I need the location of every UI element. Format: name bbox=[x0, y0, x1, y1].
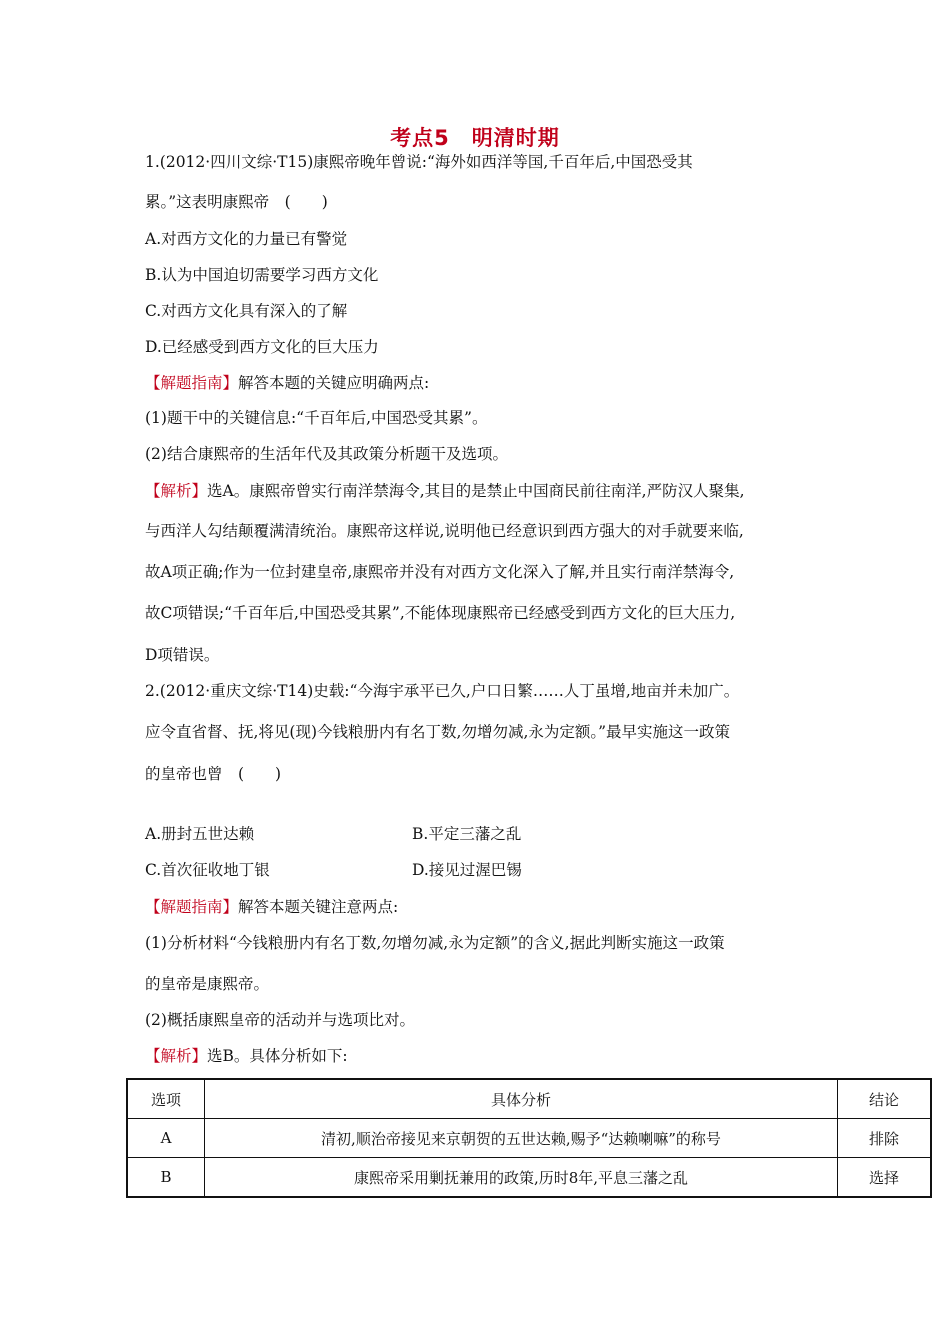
q2-guide-text: 解答本题关键注意两点: bbox=[238, 898, 399, 916]
q1-guide bbox=[145, 373, 429, 393]
table-cell-conclusion: 选择 bbox=[838, 1158, 932, 1198]
table-row bbox=[127, 1158, 931, 1198]
q2-stem-line-3: 的皇帝也曾 ( ) bbox=[145, 765, 282, 783]
q2-stem-line-1: 2.(2012·重庆文综·T14)史载:“今海宇承平已久,户口日繁……人丁虽增,地亩并未加广。 bbox=[145, 682, 740, 700]
q1-analysis bbox=[145, 481, 745, 501]
table-cell-analysis: 清初,顺治帝接见来京朝贺的五世达赖,赐予“达赖喇嘛”的称号 bbox=[205, 1119, 838, 1158]
q1-option-c: C.对西方文化具有深入的了解 bbox=[145, 302, 348, 320]
table-header-row bbox=[127, 1079, 931, 1119]
q2-option-d: D.接见过渥巴锡 bbox=[412, 861, 522, 879]
table-header-option: 选项 bbox=[127, 1079, 205, 1119]
q1-stem-line-2: 累。”这表明康熙帝 ( ) bbox=[145, 193, 328, 211]
table-cell-option: B bbox=[127, 1158, 205, 1198]
q2-option-b: B.平定三藩之乱 bbox=[412, 825, 522, 843]
q1-option-b: B.认为中国迫切需要学习西方文化 bbox=[145, 266, 379, 284]
table-cell-conclusion: 排除 bbox=[838, 1119, 932, 1158]
q2-analysis-tag: 【解析】 bbox=[145, 1047, 208, 1065]
q1-analysis-line-3: 故A项正确;作为一位封建皇帝,康熙帝并没有对西方文化深入了解,并且实行南洋禁海令, bbox=[145, 563, 735, 581]
table-header-conclusion: 结论 bbox=[838, 1079, 932, 1119]
q1-analysis-line-5: D项错误。 bbox=[145, 646, 220, 664]
q1-guide-point-1: (1)题干中的关键信息:“千百年后,中国恐受其累”。 bbox=[145, 409, 488, 427]
q2-guide-point-2: (2)概括康熙皇帝的活动并与选项比对。 bbox=[145, 1011, 415, 1029]
q1-option-d: D.已经感受到西方文化的巨大压力 bbox=[145, 338, 379, 356]
analysis-table bbox=[126, 1078, 932, 1198]
table-cell-option: A bbox=[127, 1119, 205, 1158]
q2-option-c: C.首次征收地丁银 bbox=[145, 861, 270, 879]
q2-stem-line-2: 应令直省督、抚,将见(现)今钱粮册内有名丁数,勿增勿减,永为定额。”最早实施这一政策 bbox=[145, 723, 731, 741]
q1-analysis-line-2: 与西洋人勾结颠覆满清统治。康熙帝这样说,说明他已经意识到西方强大的对手就要来临, bbox=[145, 522, 744, 540]
q1-option-a: A.对西方文化的力量已有警觉 bbox=[145, 230, 348, 248]
page-title: 考点5 明清时期 bbox=[390, 126, 560, 150]
q1-guide-point-2: (2)结合康熙帝的生活年代及其政策分析题干及选项。 bbox=[145, 445, 508, 463]
q1-guide-tag: 【解题指南】 bbox=[145, 374, 239, 392]
q1-stem-line-1: 1.(2012·四川文综·T15)康熙帝晚年曾说:“海外如西洋等国,千百年后,中国恐受其 bbox=[145, 153, 693, 171]
q2-analysis bbox=[145, 1046, 348, 1066]
q2-option-a: A.册封五世达赖 bbox=[145, 825, 255, 843]
table-cell-analysis: 康熙帝采用剿抚兼用的政策,历时8年,平息三藩之乱 bbox=[205, 1158, 838, 1198]
q2-analysis-text: 选B。具体分析如下: bbox=[207, 1047, 348, 1065]
q1-analysis-first: 选A。康熙帝曾实行南洋禁海令,其目的是禁止中国商民前往南洋,严防汉人聚集, bbox=[207, 482, 745, 500]
q1-guide-text: 解答本题的关键应明确两点: bbox=[238, 374, 430, 392]
q2-guide bbox=[145, 897, 398, 917]
q2-guide-point-1: (1)分析材料“今钱粮册内有名丁数,勿增勿减,永为定额”的含义,据此判断实施这一政策 bbox=[145, 934, 725, 952]
q2-guide-tag: 【解题指南】 bbox=[145, 898, 239, 916]
q1-analysis-line-4: 故C项错误;“千百年后,中国恐受其累”,不能体现康熙帝已经感受到西方文化的巨大压力, bbox=[145, 604, 736, 622]
table-header-analysis: 具体分析 bbox=[205, 1079, 838, 1119]
table-row bbox=[127, 1119, 931, 1158]
q2-guide-point-1-cont: 的皇帝是康熙帝。 bbox=[145, 975, 270, 993]
q1-analysis-tag: 【解析】 bbox=[145, 482, 208, 500]
